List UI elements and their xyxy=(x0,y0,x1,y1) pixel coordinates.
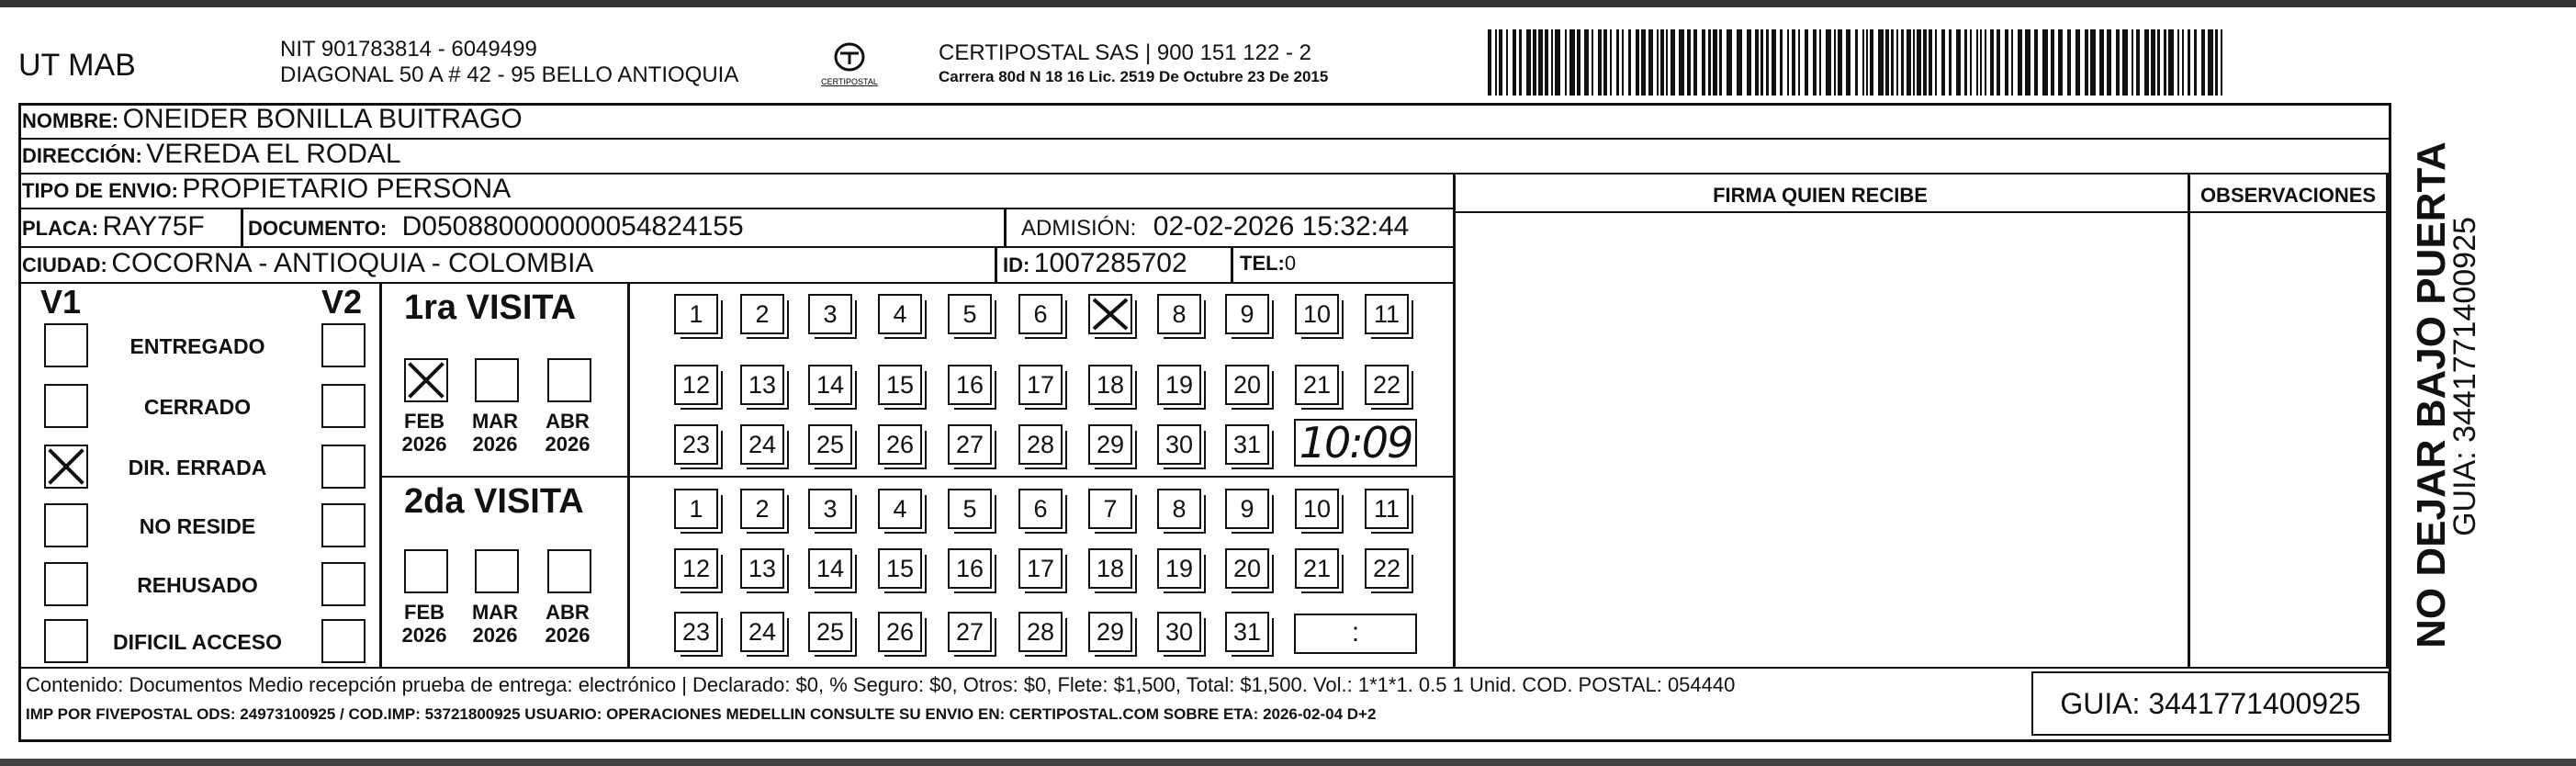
barcode-bar xyxy=(1838,29,1842,96)
day-box[interactable]: 23 xyxy=(674,612,718,652)
day-box[interactable]: 28 xyxy=(1018,612,1063,652)
month-name: ABR xyxy=(546,601,590,624)
vertical-guia-label: GUIA: 3441771400925 xyxy=(2447,217,2482,536)
placa-label: PLACA: xyxy=(22,217,99,240)
barcode-bar xyxy=(2085,29,2088,96)
barcode-bar xyxy=(1727,29,1732,96)
barcode-bar xyxy=(1687,29,1691,96)
barcode-bar xyxy=(2034,29,2038,96)
barcode-bar xyxy=(2116,29,2120,96)
barcode-bar xyxy=(2151,29,2155,96)
status-label: DIFICIL ACCESO xyxy=(112,630,282,654)
v2-checkbox[interactable] xyxy=(321,323,366,367)
barcode-bar xyxy=(2005,29,2008,96)
footer-guia: GUIA: 3441771400925 xyxy=(2060,687,2361,720)
barcode-bar xyxy=(2090,29,2096,96)
barcode-bar xyxy=(1488,29,1491,96)
barcode-bar xyxy=(2177,29,2179,96)
tel-value: 0 xyxy=(1284,252,1297,275)
barcode-bar xyxy=(1819,29,1821,96)
documento-value: D050880000000054824155 xyxy=(401,211,744,242)
day-box[interactable]: 10 xyxy=(1295,489,1339,529)
barcode-bar xyxy=(1949,29,1952,96)
day-box[interactable]: 15 xyxy=(878,365,922,405)
barcode-bar xyxy=(2122,29,2128,96)
month-label xyxy=(397,601,452,647)
day-box[interactable]: 14 xyxy=(808,365,852,405)
day-box[interactable]: 18 xyxy=(1088,548,1132,589)
day-box[interactable]: 25 xyxy=(808,424,852,465)
barcode-bar xyxy=(1901,29,1904,96)
barcode-bar xyxy=(2208,29,2213,96)
barcode-bar xyxy=(2164,29,2166,96)
month-checkbox[interactable] xyxy=(404,358,448,402)
barcode-bar xyxy=(1878,29,1884,96)
day-box[interactable]: 16 xyxy=(948,548,992,589)
barcode-bar xyxy=(1985,29,1986,96)
right-border xyxy=(2386,173,2389,668)
barcode-bar xyxy=(1577,29,1580,96)
month-label xyxy=(467,601,523,647)
col-divider xyxy=(2188,173,2190,668)
barcode-bar xyxy=(1545,29,1548,96)
firma-label: FIRMA QUIEN RECIBE xyxy=(1713,184,1928,207)
v2-checkbox[interactable] xyxy=(321,503,366,547)
direccion-label: DIRECCIÓN: xyxy=(22,144,142,167)
day-box-marked[interactable] xyxy=(1088,294,1132,334)
day-box[interactable]: 3 xyxy=(808,489,852,529)
barcode-bar xyxy=(1538,29,1543,96)
day-box[interactable]: 11 xyxy=(1365,294,1409,334)
visit2-title: 2da VISITA xyxy=(404,482,584,521)
month-year: 2026 xyxy=(472,433,518,456)
id-label: ID: xyxy=(1003,253,1030,276)
barcode-bar xyxy=(1834,29,1836,96)
day-box[interactable]: 6 xyxy=(1018,294,1063,334)
col-divider xyxy=(627,282,630,667)
col-divider xyxy=(995,246,997,282)
direccion-row xyxy=(22,139,401,170)
day-box[interactable]: 6 xyxy=(1018,489,1063,529)
row-divider xyxy=(1453,211,2389,213)
scan-edge-bottom xyxy=(0,759,2576,766)
barcode-bar xyxy=(1929,29,1932,96)
day-box[interactable]: 1 xyxy=(674,489,718,529)
tipo-label: TIPO DE ENVIO: xyxy=(22,179,178,202)
day-box[interactable]: 29 xyxy=(1088,424,1132,465)
day-box[interactable]: 28 xyxy=(1018,424,1063,465)
v1-checkbox[interactable] xyxy=(44,619,88,663)
barcode-bar xyxy=(1760,29,1763,96)
day-box[interactable]: 2 xyxy=(740,294,784,334)
day-box[interactable]: 31 xyxy=(1225,612,1269,652)
day-box[interactable]: 23 xyxy=(674,424,718,465)
id-value: 1007285702 xyxy=(1033,248,1187,278)
barcode-bar xyxy=(2136,29,2140,96)
day-box[interactable]: 31 xyxy=(1225,424,1269,465)
barcode-bar xyxy=(1610,29,1612,96)
barcode-bar xyxy=(1941,29,1945,96)
day-box[interactable]: 18 xyxy=(1088,365,1132,405)
barcode-bar xyxy=(1636,29,1639,96)
month-name: MAR xyxy=(471,410,519,433)
barcode-bar xyxy=(1622,29,1624,96)
day-box[interactable]: 27 xyxy=(948,612,992,652)
status-label: REHUSADO xyxy=(137,573,258,597)
barcode-bar xyxy=(1862,29,1864,96)
month-checkbox[interactable] xyxy=(547,358,591,402)
col-divider xyxy=(379,282,382,667)
vertical-notice xyxy=(2402,138,2482,652)
v2-checkbox[interactable] xyxy=(321,384,366,428)
id-cell xyxy=(1003,248,1187,279)
nombre-label: NOMBRE: xyxy=(22,109,119,132)
barcode-bar xyxy=(1693,29,1697,96)
visit1-time: 10:09 xyxy=(1299,418,1412,467)
day-box[interactable]: 14 xyxy=(808,548,852,589)
day-box[interactable]: 2 xyxy=(740,489,784,529)
barcode-bar xyxy=(1719,29,1722,96)
barcode-bar xyxy=(1708,29,1711,96)
admision-value: 02-02-2026 15:32:44 xyxy=(1153,211,1410,242)
visit2-time: : xyxy=(1351,617,1360,648)
month-name: ABR xyxy=(546,410,590,433)
day-box[interactable]: 1 xyxy=(674,294,718,334)
day-box[interactable]: 30 xyxy=(1157,424,1201,465)
barcode-bar xyxy=(1603,29,1607,96)
barcode-bar xyxy=(1616,29,1619,96)
no-dejar-label: NO DEJAR BAJO PUERTA xyxy=(2409,141,2454,648)
day-box[interactable]: 20 xyxy=(1225,365,1269,405)
barcode-bar xyxy=(2215,29,2218,96)
barcode-bar xyxy=(1565,29,1567,96)
barcode-bar xyxy=(1660,29,1664,96)
day-box[interactable]: 17 xyxy=(1018,365,1063,405)
barcode-bar xyxy=(1870,29,1873,96)
col-divider xyxy=(1004,208,1007,246)
col-divider xyxy=(1453,173,1456,668)
day-box[interactable]: 19 xyxy=(1157,548,1201,589)
barcode-bar xyxy=(1513,29,1516,96)
barcode-bar xyxy=(1913,29,1915,96)
day-box[interactable]: 9 xyxy=(1225,294,1269,334)
day-box[interactable]: 13 xyxy=(740,365,784,405)
month-year: 2026 xyxy=(545,433,591,456)
day-box[interactable]: 29 xyxy=(1088,612,1132,652)
day-box[interactable]: 9 xyxy=(1225,489,1269,529)
barcode-bar xyxy=(1584,29,1589,96)
col-divider xyxy=(241,208,243,246)
barcode-bar xyxy=(1598,29,1602,96)
month-checkbox[interactable] xyxy=(475,358,519,402)
barcode-bar xyxy=(2042,29,2048,96)
barcode-bar xyxy=(1798,29,1800,96)
v1-checkbox[interactable] xyxy=(44,562,88,606)
placa-value: RAY75F xyxy=(102,211,205,242)
barcode-bar xyxy=(1555,29,1560,96)
row-divider xyxy=(18,667,2389,669)
day-box[interactable]: 22 xyxy=(1365,548,1409,589)
col-divider xyxy=(1231,246,1233,282)
barcode-bar xyxy=(2107,29,2111,96)
visit2-time-box xyxy=(1294,614,1417,654)
barcode-bar xyxy=(1737,29,1742,96)
day-box[interactable]: 10 xyxy=(1295,294,1339,334)
v2-checkbox[interactable] xyxy=(321,619,366,663)
day-box[interactable]: 19 xyxy=(1157,365,1201,405)
barcode-bar xyxy=(1780,29,1783,96)
tipo-value: PROPIETARIO PERSONA xyxy=(182,174,512,204)
day-box[interactable]: 15 xyxy=(878,548,922,589)
month-year: 2026 xyxy=(401,433,447,456)
barcode-bar xyxy=(1526,29,1531,96)
company-line: CERTIPOSTAL SAS | 900 151 122 - 2 xyxy=(939,40,1311,65)
sender-name: UT MAB xyxy=(18,48,136,83)
day-box[interactable]: 24 xyxy=(740,612,784,652)
footer-guia-box xyxy=(2031,671,2390,736)
month-label xyxy=(540,410,595,456)
footer-imp-line: IMP POR FIVEPOSTAL ODS: 24973100925 / COD.IMP: 53721800925 USUARIO: OPERACIONES MEDELLIN CONSULTE SU ENVIO EN: CERTIPOSTAL.COM SOBRE ETA: 2026-02-04 D+2 xyxy=(26,705,1377,723)
day-box[interactable]: 11 xyxy=(1365,489,1409,529)
barcode-bar xyxy=(2157,29,2160,96)
status-label: ENTREGADO xyxy=(129,334,265,358)
day-box[interactable]: 5 xyxy=(948,294,992,334)
v1-checkbox[interactable] xyxy=(44,384,88,428)
month-year: 2026 xyxy=(472,624,518,647)
tipo-row xyxy=(22,174,511,205)
day-box[interactable]: 5 xyxy=(948,489,992,529)
barcode-bar xyxy=(1648,29,1653,96)
sender-address: DIAGONAL 50 A # 42 - 95 BELLO ANTIOQUIA xyxy=(280,62,739,87)
row-divider xyxy=(18,208,1454,209)
barcode-bar xyxy=(1641,29,1646,96)
barcode-bar xyxy=(1792,29,1795,96)
month-name: FEB xyxy=(404,410,444,433)
day-box[interactable]: 26 xyxy=(878,612,922,652)
svg-text:CERTIPOSTAL: CERTIPOSTAL xyxy=(821,77,878,86)
v1-checkbox[interactable] xyxy=(44,503,88,547)
month-checkbox[interactable] xyxy=(404,549,448,593)
v2-checkbox[interactable] xyxy=(321,562,366,606)
row-divider xyxy=(379,476,1454,478)
barcode-bar xyxy=(1956,29,1961,96)
barcode-bar xyxy=(1702,29,1705,96)
barcode-bar xyxy=(1772,29,1776,96)
sender-nit: NIT 901783814 - 6049499 xyxy=(280,37,537,62)
barcode-bar xyxy=(1670,29,1675,96)
day-box[interactable]: 12 xyxy=(674,548,718,589)
scan-edge-top xyxy=(0,0,2576,7)
status-label: CERRADO xyxy=(143,395,252,419)
barcode-bar xyxy=(2025,29,2030,96)
barcode-bar xyxy=(1980,29,1982,96)
day-box[interactable]: 21 xyxy=(1295,548,1339,589)
barcode-bar xyxy=(1519,29,1522,96)
status-label: DIR. ERRADA xyxy=(128,456,267,479)
day-box[interactable]: 4 xyxy=(878,294,922,334)
day-box[interactable]: 22 xyxy=(1365,365,1409,405)
barcode-bar xyxy=(1499,29,1502,96)
barcode-bar xyxy=(1907,29,1911,96)
month-label xyxy=(540,601,595,647)
barcode xyxy=(1488,29,2222,96)
month-checkbox[interactable] xyxy=(547,549,591,593)
nombre-value: ONEIDER BONILLA BUITRAGO xyxy=(122,104,523,134)
barcode-bar xyxy=(2182,29,2184,96)
day-box[interactable]: 20 xyxy=(1225,548,1269,589)
barcode-bar xyxy=(1885,29,1889,96)
certipostal-logo xyxy=(813,40,886,91)
barcode-bar xyxy=(2051,29,2054,96)
month-checkbox[interactable] xyxy=(475,549,519,593)
barcode-bar xyxy=(1787,29,1789,96)
month-label xyxy=(467,410,523,456)
barcode-bar xyxy=(1551,29,1553,96)
v2-checkbox[interactable] xyxy=(321,445,366,489)
admision-cell xyxy=(1021,211,1409,242)
barcode-bar xyxy=(2194,29,2197,96)
barcode-bar xyxy=(1533,29,1536,96)
observaciones-label: OBSERVACIONES xyxy=(2199,184,2377,207)
barcode-bar xyxy=(1666,29,1668,96)
barcode-bar xyxy=(1657,29,1659,96)
day-box[interactable]: 8 xyxy=(1157,489,1201,529)
barcode-bar xyxy=(1990,29,1994,96)
barcode-bar xyxy=(1846,29,1850,96)
barcode-bar xyxy=(2201,29,2205,96)
day-box[interactable]: 26 xyxy=(878,424,922,465)
barcode-bar xyxy=(1766,29,1769,96)
documento-cell xyxy=(248,211,744,242)
row-divider xyxy=(18,282,1454,284)
barcode-bar xyxy=(2075,29,2080,96)
barcode-bar xyxy=(2221,29,2222,96)
barcode-bar xyxy=(1917,29,1921,96)
barcode-bar xyxy=(2011,29,2013,96)
v1-checkbox[interactable] xyxy=(44,323,88,367)
day-box[interactable]: 12 xyxy=(674,365,718,405)
v1-checkbox[interactable] xyxy=(44,445,88,489)
tel-cell xyxy=(1240,252,1296,276)
barcode-bar xyxy=(1747,29,1751,96)
v2-label: V2 xyxy=(321,283,363,321)
barcode-bar xyxy=(1506,29,1508,96)
day-box[interactable]: 7 xyxy=(1088,489,1132,529)
day-box[interactable]: 30 xyxy=(1157,612,1201,652)
barcode-bar xyxy=(1997,29,2000,96)
barcode-bar xyxy=(1976,29,1978,96)
ciudad-row xyxy=(22,248,593,279)
month-label xyxy=(397,410,452,456)
status-label: NO RESIDE xyxy=(139,514,256,538)
barcode-bar xyxy=(2067,29,2071,96)
v1-label: V1 xyxy=(40,283,82,321)
barcode-bar xyxy=(1713,29,1717,96)
day-box[interactable]: 8 xyxy=(1157,294,1201,334)
barcode-bar xyxy=(1628,29,1631,96)
tel-label: TEL: xyxy=(1240,252,1285,275)
barcode-bar xyxy=(2099,29,2104,96)
direccion-value: VEREDA EL RODAL xyxy=(146,139,401,169)
barcode-bar xyxy=(1805,29,1808,96)
barcode-bar xyxy=(2144,29,2149,96)
nombre-row xyxy=(22,104,523,135)
barcode-bar xyxy=(2018,29,2022,96)
barcode-bar xyxy=(1896,29,1898,96)
day-box[interactable]: 3 xyxy=(808,294,852,334)
barcode-bar xyxy=(1826,29,1831,96)
barcode-bar xyxy=(1923,29,1927,96)
day-box[interactable]: 4 xyxy=(878,489,922,529)
footer-content-line: Contenido: Documentos Medio recepción prueba de entrega: electrónico | Declarado: $0, % Seguro: $0, Otros: $0, Flete: $1,500, Total: $1,500. Vol.: 1*1*1. 0.5 1 Unid. COD. POSTAL: 054440 xyxy=(26,673,1736,696)
barcode-bar xyxy=(1679,29,1684,96)
x-mark-icon xyxy=(1090,296,1131,332)
admision-label: ADMISIÓN: xyxy=(1021,216,1137,241)
month-name: MAR xyxy=(471,601,519,624)
day-box[interactable]: 13 xyxy=(740,548,784,589)
month-year: 2026 xyxy=(401,624,447,647)
barcode-bar xyxy=(1866,29,1868,96)
barcode-bar xyxy=(1855,29,1858,96)
visit1-title: 1ra VISITA xyxy=(404,288,577,327)
barcode-bar xyxy=(2188,29,2190,96)
barcode-bar xyxy=(1891,29,1894,96)
day-box[interactable]: 16 xyxy=(948,365,992,405)
ciudad-label: CIUDAD: xyxy=(22,253,107,276)
barcode-bar xyxy=(2168,29,2174,96)
barcode-bar xyxy=(1592,29,1593,96)
month-name: FEB xyxy=(404,601,444,624)
ciudad-value: COCORNA - ANTIOQUIA - COLOMBIA xyxy=(111,248,594,278)
day-box[interactable]: 25 xyxy=(808,612,852,652)
day-box[interactable]: 24 xyxy=(740,424,784,465)
barcode-bar xyxy=(2058,29,2063,96)
day-box[interactable]: 17 xyxy=(1018,548,1063,589)
placa-row xyxy=(22,211,205,242)
barcode-bar xyxy=(1755,29,1759,96)
barcode-bar xyxy=(1970,29,1972,96)
day-box[interactable]: 27 xyxy=(948,424,992,465)
barcode-bar xyxy=(1813,29,1817,96)
documento-label: DOCUMENTO: xyxy=(248,217,388,240)
barcode-bar xyxy=(1495,29,1497,96)
barcode-bar xyxy=(2132,29,2133,96)
month-year: 2026 xyxy=(545,624,591,647)
visit1-time-box xyxy=(1294,419,1417,467)
barcode-bar xyxy=(1569,29,1575,96)
day-box[interactable]: 21 xyxy=(1295,365,1339,405)
license-line: Carrera 80d N 18 16 Lic. 2519 De Octubre 23 De 2015 xyxy=(939,68,1329,85)
barcode-bar xyxy=(1964,29,1967,96)
barcode-bar xyxy=(1935,29,1937,96)
